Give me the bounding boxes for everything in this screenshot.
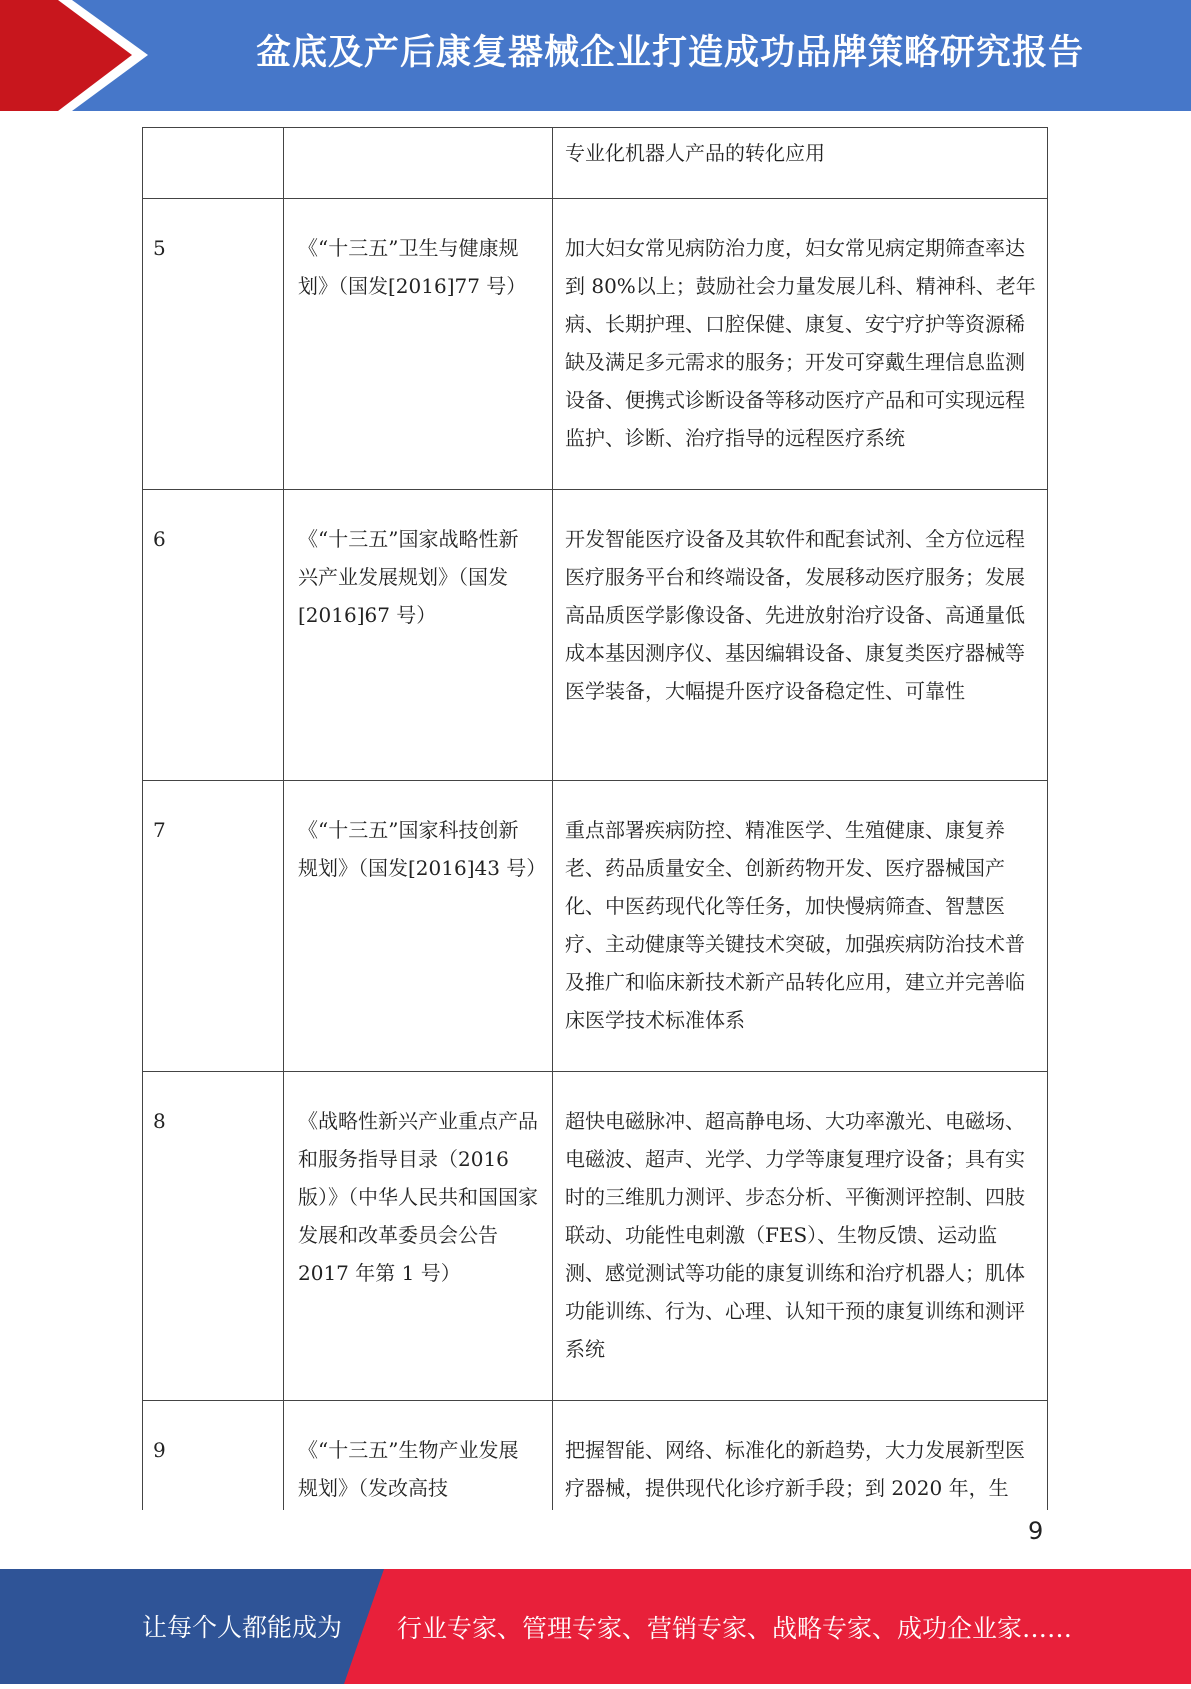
report-title: 盆底及产后康复器械企业打造成功品牌策略研究报告	[255, 33, 1084, 73]
table-row	[143, 1072, 1047, 1401]
chevron-arrow-icon	[0, 0, 160, 111]
policy-content-cell: 开发智能医疗设备及其软件和配套试剂、全方位远程医疗服务平台和终端设备，发展移动医疗服务；发展高品质医学影像设备、先进放射治疗设备、高通量低成本基因测序仪、基因编辑设备、康复类医疗器械等医学装备，大幅提升医疗设备稳定性、可靠性	[565, 527, 1025, 703]
table-row	[143, 128, 1047, 199]
row-index-cell: 5	[143, 199, 284, 489]
page-header	[0, 0, 1191, 111]
row-index-cell	[143, 128, 284, 198]
footer-slogan-left: 让每个人都能成为	[142, 1613, 343, 1642]
policy-name-cell	[284, 128, 553, 198]
row-index-cell: 8	[143, 1072, 284, 1400]
row-index-cell: 7	[143, 781, 284, 1071]
policy-name-cell: 《“十三五”国家战略性新兴产业发展规划》（国发[2016]67 号）	[284, 490, 553, 780]
table-row	[143, 490, 1047, 781]
policy-content-cell: 把握智能、网络、标准化的新趋势，大力发展新型医疗器械，提供现代化诊疗新手段；到 2020 年，生	[565, 1438, 1025, 1500]
table-row	[143, 1401, 1047, 1510]
row-index-cell: 9	[143, 1401, 284, 1510]
policy-name-cell: 《“十三五”卫生与健康规划》（国发[2016]77 号）	[284, 199, 553, 489]
policy-content-cell: 加大妇女常见病防治力度，妇女常见病定期筛查率达到 80%以上；鼓励社会力量发展儿科、精神科、老年病、长期护理、口腔保健、康复、安宁疗护等资源稀缺及满足多元需求的服务；开发可穿戴生理信息监测设备、便携式诊断设备等移动医疗产品和可实现远程监护、诊断、治疗指导的远程医疗系统	[565, 236, 1036, 450]
policy-table	[142, 127, 1048, 1510]
table-row	[143, 199, 1047, 490]
table-row	[143, 781, 1047, 1072]
page-number: 9	[1028, 1517, 1044, 1545]
policy-content-cell: 重点部署疾病防控、精准医学、生殖健康、康复养老、药品质量安全、创新药物开发、医疗器械国产化、中医药现代化等任务，加快慢病筛查、智慧医疗、主动健康等关键技术突破，加强疾病防治技术普及推广和临床新技术新产品转化应用，建立并完善临床医学技术标准体系	[565, 818, 1025, 1032]
policy-name-cell: 《“十三五”生物产业发展规划》（发改高技	[284, 1401, 553, 1510]
policy-content-cell: 超快电磁脉冲、超高静电场、大功率激光、电磁场、电磁波、超声、光学、力学等康复理疗设备；具有实时的三维肌力测评、步态分析、平衡测评控制、四肢联动、功能性电刺激（FES）、生物反馈、运动监测、感觉测试等功能的康复训练和治疗机器人；肌体功能训练、行为、心理、认知干预的康复训练和测评系统	[565, 1109, 1025, 1361]
policy-name-cell: 《“十三五”国家科技创新规划》（国发[2016]43 号）	[284, 781, 553, 1071]
footer-slogan-right: 行业专家、管理专家、营销专家、战略专家、成功企业家……	[397, 1614, 1073, 1643]
page-footer	[0, 1569, 1191, 1684]
policy-content-cell: 专业化机器人产品的转化应用	[565, 141, 825, 165]
policy-name-cell: 《战略性新兴产业重点产品和服务指导目录（2016 版）》（中华人民共和国国家发展和改革委员会公告 2017 年第 1 号）	[284, 1072, 553, 1400]
row-index-cell: 6	[143, 490, 284, 780]
